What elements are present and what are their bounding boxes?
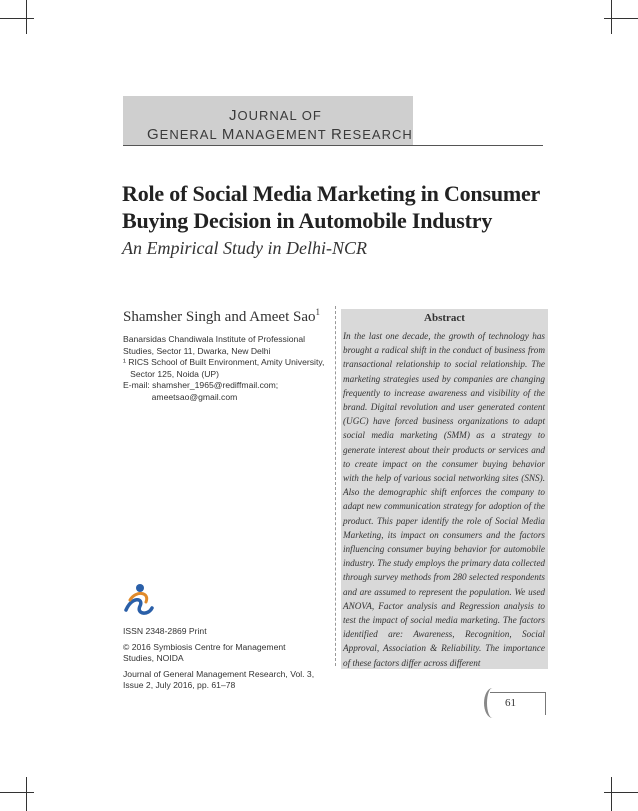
crop-mark bbox=[26, 777, 27, 811]
crop-mark bbox=[0, 18, 34, 19]
crop-mark bbox=[611, 777, 612, 811]
publication-info bbox=[123, 626, 333, 692]
crop-mark bbox=[604, 18, 638, 19]
crop-mark bbox=[0, 792, 34, 793]
symbiosis-logo-icon bbox=[120, 580, 156, 620]
citation-line: Issue 2, July 2016, pp. 61–78 bbox=[123, 680, 236, 690]
affiliation-line: ¹ RICS School of Built Environment, Amity University, bbox=[123, 357, 325, 367]
citation-line: Journal of General Management Research, Vol. 3, bbox=[123, 668, 315, 679]
column-divider bbox=[335, 306, 336, 666]
journal-name-line2: GENERAL MANAGEMENT RESEARCH bbox=[147, 126, 413, 143]
journal-name-line1: JOURNAL OF bbox=[229, 107, 322, 124]
author-line: Shamsher Singh and Ameet Sao$^1$ bbox=[123, 307, 320, 325]
article-title: Role of Social Media Marketing in Consumer Buying Decision in Automobile Industry bbox=[122, 181, 541, 233]
email-line: ameetsao@gmail.com bbox=[123, 391, 238, 402]
crop-mark bbox=[604, 792, 638, 793]
affiliation-line: Studies, Sector 11, Dwarka, New Delhi bbox=[123, 345, 271, 356]
page-number: 61 bbox=[505, 697, 516, 709]
article-subtitle: An Empirical Study in Delhi-NCR bbox=[122, 238, 367, 258]
affiliation-line: Banarsidas Chandiwala Institute of Professional bbox=[123, 334, 306, 344]
affiliation-line: Sector 125, Noida (UP) bbox=[123, 368, 220, 379]
page-number-frame bbox=[490, 692, 546, 715]
crop-mark bbox=[26, 0, 27, 34]
copyright-line: Studies, NOIDA bbox=[123, 653, 184, 663]
crop-mark bbox=[611, 0, 612, 34]
affiliations bbox=[123, 334, 333, 403]
abstract-heading: Abstract bbox=[424, 312, 465, 324]
issn-line: ISSN 2348-2869 Print bbox=[123, 626, 207, 636]
email-line: E-mail: shamsher_1965@rediffmail.com; bbox=[123, 380, 279, 390]
banner-rule bbox=[123, 145, 543, 146]
copyright-line: © 2016 Symbiosis Centre for Management bbox=[123, 641, 286, 652]
abstract-text: In the last one decade, the growth of technology has brought a radical shift in the conduct of business from transactional relationship to social relationship. The marketing strategies used by companies are changing frequently to increase awareness and visibility of the brand. Digital revolution and user generated content (UGC) have forced business organizations to adapt social media marketing (SMM) as a strategy to generate interest about their products or services and to create impact on the consumer buying behavior with the help of various social networking sites (SNS). Also the demographic shift enforces the company to adapt new communication strategy for adoption of the product. This paper identify the role of Social Media Marketing, its impact on consumers and the factors influencing consumer buying behavior for automobile industry. The study employs the primary data collected through survey methods from 280 selected respondents and are assumed to represent the population. We used ANOVA, Factor analysis and Regression analysis to test the impact of social media marketing. The factors identified are: Awareness, Recognition, Social Approval, Association & Reliability. The importance of these factors differ across different bbox=[343, 331, 545, 668]
